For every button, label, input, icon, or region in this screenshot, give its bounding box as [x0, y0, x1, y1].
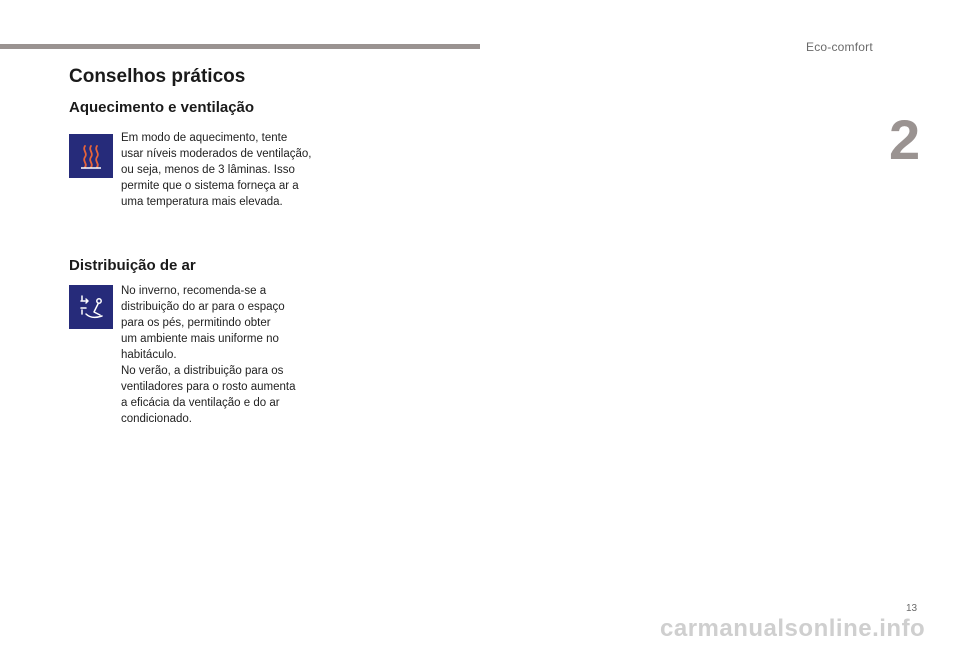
air-distribution-text: No inverno, recomenda-se a distribuição do ar para o espaço para os pés, permitindo obter um ambiente mais uniforme no habitáculo. No verão, a distribuição para os ventiladores para o rosto aumenta a eficácia da ventilação e do ar condicionado. [121, 285, 296, 425]
air-distribution-icon [69, 285, 113, 329]
top-divider-bar [0, 44, 480, 49]
heated-seat-icon [69, 134, 113, 178]
heading-heating-ventilation: Aquecimento e ventilação [69, 99, 255, 116]
chapter-number: 2 [889, 108, 921, 171]
page-title: Conselhos práticos [69, 66, 246, 87]
page-number: 13 [906, 603, 918, 614]
section-tag: Eco-comfort [806, 40, 873, 54]
watermark: carmanualsonline.info [660, 615, 926, 642]
heating-ventilation-text: Em modo de aquecimento, tente usar níveis moderados de ventilação, ou seja, menos de 3 lâminas. Isso permite que o sistema forneça ar a uma temperatura mais elevada. [121, 132, 312, 208]
heading-air-distribution: Distribuição de ar [69, 257, 196, 274]
